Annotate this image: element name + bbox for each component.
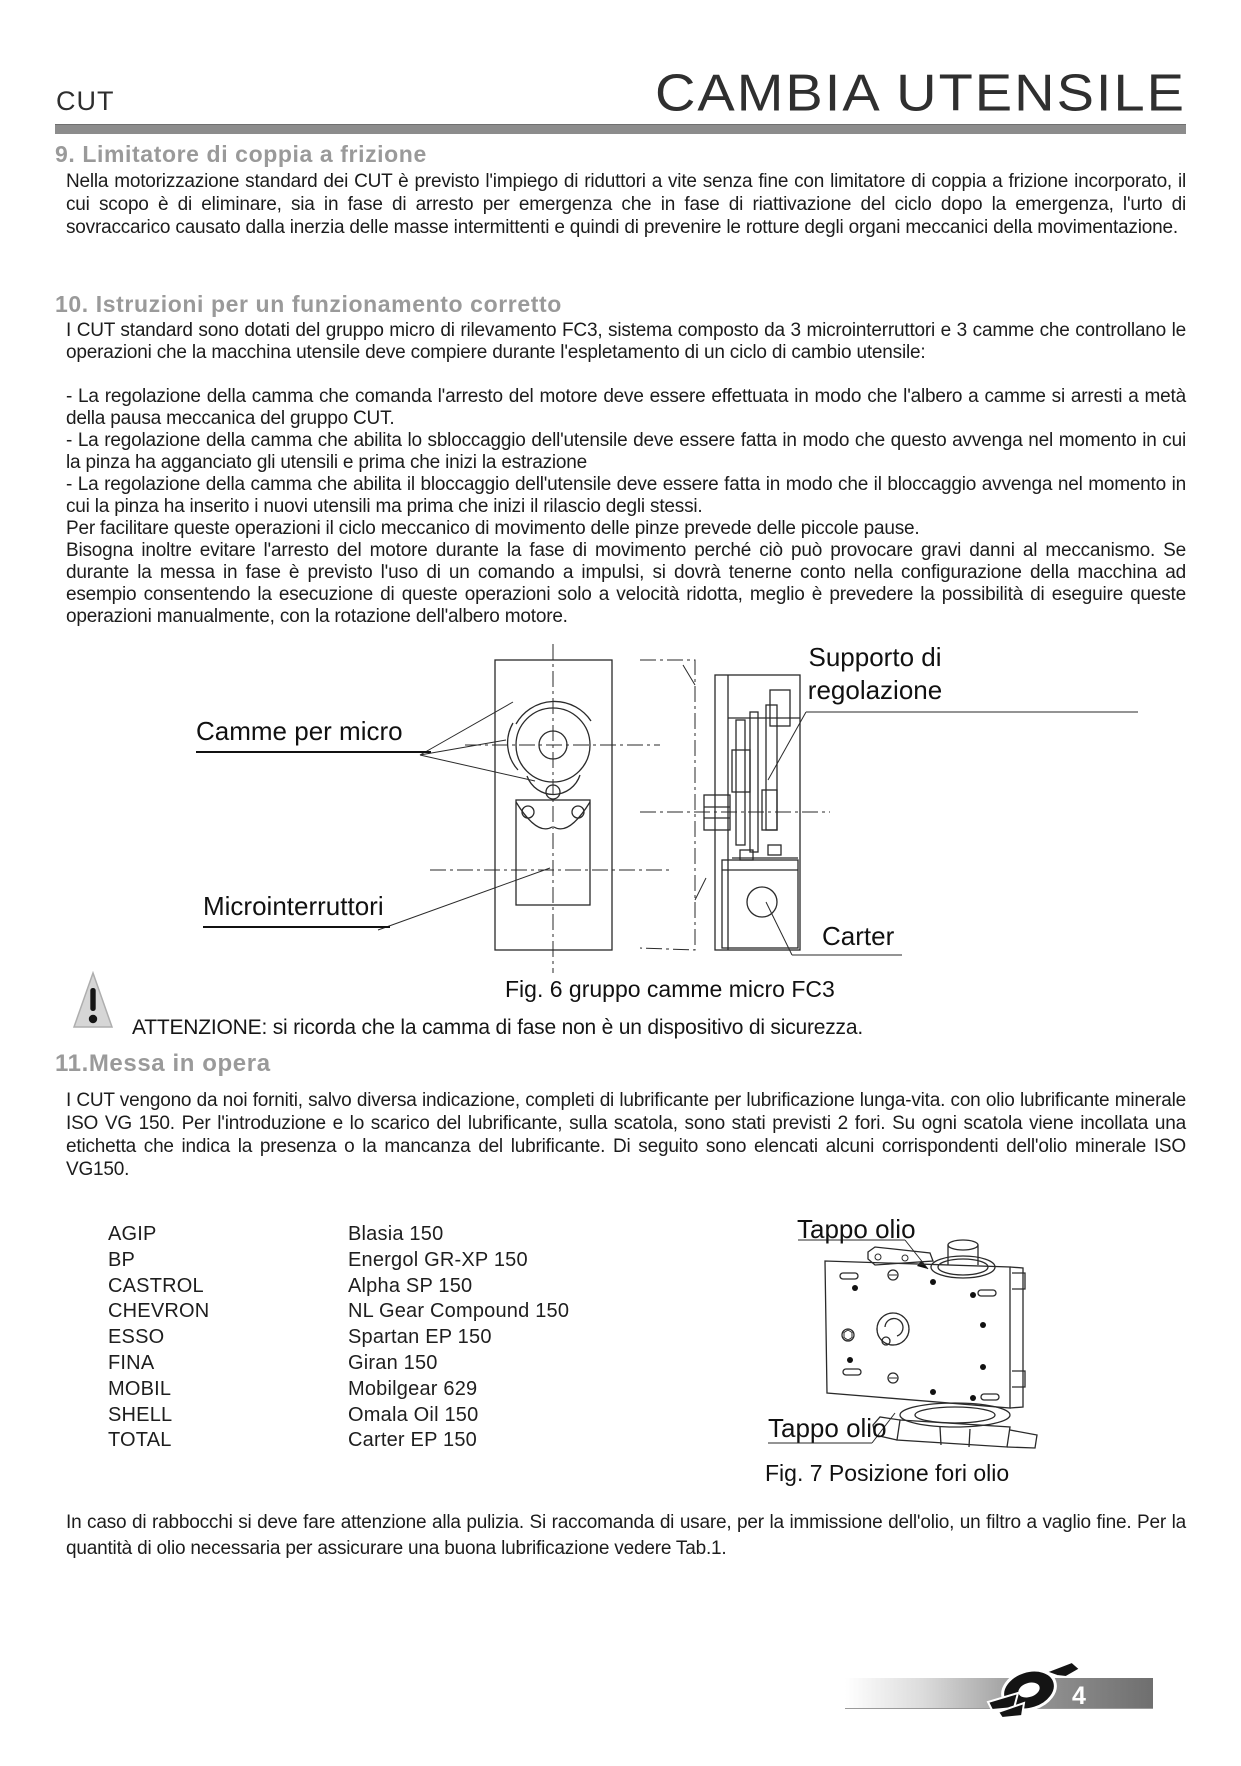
section-10-para-pause: Per facilitare queste operazioni il ciclo meccanico di movimento delle pinze prevede delle piccole pause. <box>66 518 920 539</box>
section-10-para-warning: Bisogna inoltre evitare l'arresto del motore durante la fase di movimento perché ciò può provocare gravi danni al meccanismo. Se durante la messa in fase è previsto l'uso di un comando a impulsi, si dovrà tenerne conto nella configurazione della macchina ad esempio consentendo la esecuzione di queste operazioni solo a velocità ridotta, meglio è prevedere la possibilità di eseguire queste operazioni manualmente, con la rotazione dell'albero motore. <box>66 540 1186 627</box>
oil-product: Giran 150 <box>348 1351 438 1374</box>
table-row <box>108 1299 728 1325</box>
table-row <box>108 1428 728 1454</box>
fig6-label-camme: Camme per micro <box>196 716 431 753</box>
fig7-label-top: Tappo olio <box>797 1214 916 1244</box>
section-11-body: I CUT vengono da noi forniti, salvo diversa indicazione, completi di lubrificante per lubrificazione lunga-vita. con olio lubrificante minerale ISO VG 150. Per l'introduzione e lo scarico del lubrificante, sulla scatola, sono stati previsti 2 fori. Su ogni scatola viene incollata una etichetta che indica la presenza o la mancanza del lubrificante. Di seguito sono elencati alcuni corrispondenti dell'olio minerale ISO VG150. <box>66 1090 1186 1180</box>
section-9-body: Nella motorizzazione standard dei CUT è previsto l'impiego di riduttori a vite senza fine con limitatore di coppia a frizione incorporato, il cui scopo è di eliminare, sia in fase di arresto per emergenza che in fase di riattivazione del ciclo dopo la emergenza, l'urto di sovraccarico causato dalla inerzia delle masse intermittenti e quindi di prevenire le rotture degli organi meccanici della movimentazione. <box>66 171 1186 238</box>
oil-brand: TOTAL <box>108 1429 172 1452</box>
oil-product: Energol GR-XP 150 <box>348 1248 528 1271</box>
section-11-heading: 11.Messa in opera <box>55 1050 271 1077</box>
brand-logo <box>972 1652 1087 1722</box>
section-10-item-2: - La regolazione della camma che abilita lo sbloccaggio dell'utensile deve essere fatta in modo che questo avvenga nel momento in cui la pinza ha agganciato gli utensili e prima che inizi la estrazione <box>66 430 1186 473</box>
warning-icon <box>73 971 115 1031</box>
fig6-label-supporto: Supporto di regolazione <box>807 642 943 705</box>
table-row <box>108 1403 728 1429</box>
fig6-label-carter: Carter <box>822 921 895 951</box>
header-product-code: CUT <box>56 86 115 116</box>
oil-brand: FINA <box>108 1351 155 1374</box>
oil-product: Spartan EP 150 <box>348 1326 492 1349</box>
table-row <box>108 1248 728 1274</box>
fig7-label-bottom: Tappo olio <box>768 1413 887 1443</box>
oil-product: Carter EP 150 <box>348 1429 477 1452</box>
oil-brand: CHEVRON <box>108 1300 210 1323</box>
oil-brand: SHELL <box>108 1403 173 1426</box>
table-row <box>108 1325 728 1351</box>
oil-brand: ESSO <box>108 1326 165 1349</box>
oil-brand: CASTROL <box>108 1274 204 1297</box>
oil-brand: AGIP <box>108 1223 157 1245</box>
table-row <box>108 1274 728 1300</box>
table-row <box>108 1222 728 1248</box>
table-row <box>108 1377 728 1403</box>
oil-product: NL Gear Compound 150 <box>348 1300 570 1323</box>
oil-product: Alpha SP 150 <box>348 1274 473 1297</box>
oil-product: Blasia 150 <box>348 1223 444 1245</box>
fig6-label-micro: Microinterruttori <box>203 891 390 928</box>
section-9-heading: 9. Limitatore di coppia a frizione <box>55 141 427 167</box>
section-10-heading: 10. Istruzioni per un funzionamento corretto <box>55 291 562 317</box>
oil-table <box>108 1222 728 1454</box>
page-title: CAMBIA UTENSILE <box>654 62 1186 122</box>
section-10-item-3: - La regolazione della camma che abilita il bloccaggio dell'utensile deve essere fatta in modo che il bloccaggio avvenga nel momento in cui la pinza ha inserito i nuovi utensili ma prima che inizi il rilascio degli stessi. <box>66 474 1186 517</box>
closing-paragraph: In caso di rabbocchi si deve fare attenzione alla pulizia. Si raccomanda di usare, per la immissione dell'olio, un filtro a vaglio fine. Per la quantità di olio necessaria per assicurare una buona lubrificazione vedere Tab.1. <box>66 1512 1186 1559</box>
warning-text: ATTENZIONE: si ricorda che la camma di fase non è un dispositivo di sicurezza. <box>132 1016 863 1039</box>
header-rule <box>55 124 1186 134</box>
oil-brand: BP <box>108 1248 136 1271</box>
fig6-caption: Fig. 6 gruppo camme micro FC3 <box>505 976 835 1002</box>
section-10-item-1: - La regolazione della camma che comanda l'arresto del motore deve essere effettuata in modo che l'albero a camme si arresti a metà della pausa meccanica del gruppo CUT. <box>66 386 1186 429</box>
section-10-intro: I CUT standard sono dotati del gruppo micro di rilevamento FC3, sistema composto da 3 microinterruttori e 3 camme che controllano le operazioni che la macchina utensile deve compiere durante l'espletamento di un ciclo di cambio utensile: <box>66 320 1186 363</box>
oil-brand: MOBIL <box>108 1377 172 1400</box>
oil-product: Mobilgear 629 <box>348 1377 478 1400</box>
fig7-caption: Fig. 7 Posizione fori olio <box>765 1460 1010 1486</box>
table-row <box>108 1351 728 1377</box>
oil-product: Omala Oil 150 <box>348 1403 479 1426</box>
page-number: 4 <box>1072 1682 1086 1710</box>
